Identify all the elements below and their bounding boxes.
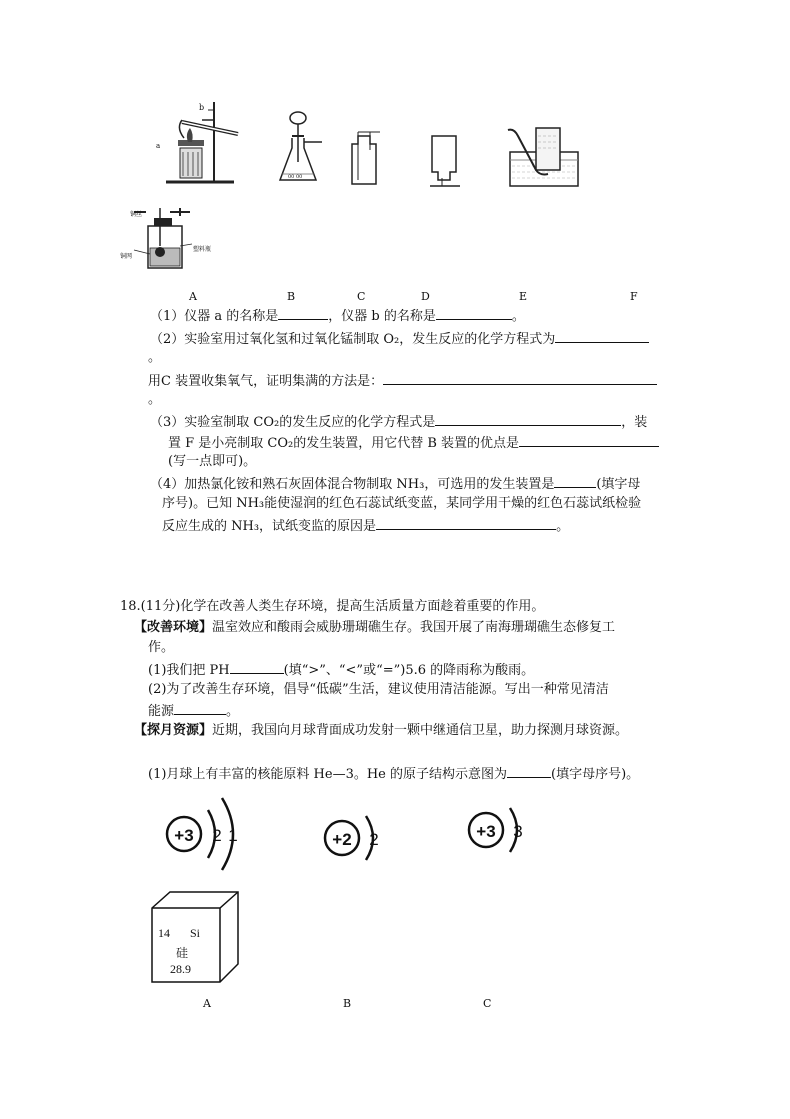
apparatus-f-label-bottle: 塑料瓶: [193, 246, 212, 253]
q17-line-2-end: 。: [148, 350, 162, 365]
q17-blank-full[interactable]: [383, 370, 657, 385]
apparatus-label-c: C: [357, 290, 366, 303]
cube-atomic-number: 14: [158, 926, 170, 940]
apparatus-f-label-copper-net: 铜网: [120, 253, 133, 260]
q18-p2-line-2: [148, 700, 239, 722]
q18-env-tag: 【改善环境】: [134, 620, 213, 635]
q18-env-text: 温室效应和酸雨会威胁珊瑚礁生存。我国开展了南海珊瑚礁生态修复工: [212, 620, 616, 635]
cube-name: 硅: [176, 946, 189, 960]
q17-line-9-text: 反应生成的 NH₃，试纸变监的原因是: [162, 519, 377, 534]
q17-line-9-end: 。: [556, 519, 570, 534]
q18-p2-b: 能源: [148, 704, 175, 719]
svg-text:00 00: 00 00: [288, 174, 303, 180]
q17-blank-reason[interactable]: [376, 515, 556, 530]
q17-blank-advantage[interactable]: [519, 432, 659, 447]
apparatus-a-mark: a: [156, 142, 161, 150]
q18-p1-text: (1)我们把 PH: [148, 663, 230, 678]
atom-c-nucleus: +3: [476, 822, 496, 841]
q17-line-8: 序号)。已知 NH₃能使湿润的红色石蕊试纸变蓝，某同学用干燥的红色石蕊试纸检验: [162, 496, 642, 511]
choice-label-b: B: [343, 997, 352, 1010]
q17-line-1-a: （1）仪器 a 的名称是: [150, 309, 279, 324]
q18-blank-structure[interactable]: [507, 763, 551, 778]
atom-b-shell-1: 2: [369, 830, 379, 849]
q17-line-2-text: （2）实验室用过氧化氢和过氧化锰制取 O₂，发生反应的化学方程式为: [150, 332, 556, 347]
q17-line-3: [148, 370, 657, 392]
q18-p3: [148, 763, 639, 785]
apparatus-label-e: E: [519, 290, 528, 303]
atom-a-shell-2: 1: [228, 826, 238, 845]
apparatus-e-figure: [506, 126, 582, 190]
apparatus-f-label-copper-wire: 铜丝: [130, 211, 143, 218]
q17-line-1-c: 。: [511, 309, 525, 324]
q17-line-2: [150, 328, 649, 350]
q17-blank-b[interactable]: [436, 305, 512, 320]
q17-line-7: [150, 473, 640, 495]
apparatus-b-figure: [278, 108, 324, 188]
cube-atomic-mass: 28.9: [170, 962, 191, 976]
q18-blank-energy[interactable]: [174, 700, 226, 715]
atom-a-nucleus: +3: [174, 826, 194, 845]
apparatus-c-figure: [346, 130, 382, 188]
q18-moon-tag: 【探月资源】: [134, 723, 213, 738]
choice-label-c: C: [483, 997, 492, 1010]
apparatus-b-mark: b: [199, 103, 205, 112]
atom-diagram-b: [318, 808, 388, 870]
q18-p2-c: 。: [226, 704, 240, 719]
q18-p3-b: (填字母序号)。: [551, 767, 640, 782]
apparatus-d-figure: [426, 132, 462, 190]
apparatus-label-d: D: [421, 290, 430, 303]
q17-blank-a[interactable]: [278, 305, 328, 320]
q17-blank-device[interactable]: [554, 473, 596, 488]
q18-env-line-2: 作。: [148, 640, 175, 655]
apparatus-label-f: F: [630, 290, 638, 303]
q17-line-4-b: ，装: [621, 415, 648, 430]
q18-env-line: [134, 618, 615, 638]
q17-line-1-b: ，仪器 b 的名称是: [328, 309, 436, 324]
cube-symbol: Si: [190, 926, 201, 940]
apparatus-label-a: A: [189, 290, 197, 303]
apparatus-label-b: B: [287, 290, 296, 303]
q17-line-7-text: （4）加热氯化铵和熟石灰固体混合物制取 NH₃，可选用的发生装置是: [150, 477, 555, 492]
q17-line-5-text: 置 F 是小亮制取 CO₂的发生装置，用它代替 B 装置的优点是: [168, 436, 520, 451]
q17-line-7-b: (填字母: [596, 477, 641, 492]
q17-line-9: [162, 515, 569, 537]
q18-p1-b: (填“>”、“<”或“=”)5.6 的降雨称为酸雨。: [283, 663, 535, 678]
q17-blank-eq2[interactable]: [435, 411, 621, 426]
q18-p2: (2)为了改善生存环境，倡导“低碳”生活，建议使用清洁能源。写出一种常见清洁: [148, 682, 609, 697]
q18-moon-line: [134, 721, 628, 741]
apparatus-a-figure: [152, 98, 242, 186]
q18-p1: [148, 659, 534, 681]
q17-blank-eq1[interactable]: [555, 328, 649, 343]
choice-label-a: A: [203, 997, 211, 1010]
q17-line-6: (写一点即可)。: [168, 454, 257, 469]
q17-line-4: [150, 411, 647, 433]
atom-diagram-c: [462, 800, 532, 862]
atom-c-shell-1: 3: [513, 822, 523, 841]
q17-line-3-end: 。: [148, 392, 162, 407]
atom-diagram-a: [160, 796, 250, 876]
q17-line-1: [150, 305, 525, 327]
q17-line-3-text: 用C 装置收集氧气，证明集满的方法是：: [148, 374, 384, 389]
apparatus-f-figure: [132, 206, 206, 272]
atom-b-nucleus: +2: [332, 830, 352, 849]
q17-line-4-text: （3）实验室制取 CO₂的发生反应的化学方程式是: [150, 415, 436, 430]
q18-heading: 18.(11分)化学在改善人类生存环境，提高生活质量方面趁着重要的作用。: [120, 599, 545, 614]
q18-blank-ph[interactable]: [230, 659, 284, 674]
q18-moon-text: 近期，我国向月球背面成功发射一颗中继通信卫星，助力探测月球资源。: [212, 723, 629, 738]
q18-p3-text: (1)月球上有丰富的核能原料 He—3。He 的原子结构示意图为: [148, 767, 508, 782]
atom-a-shell-1: 2: [212, 826, 222, 845]
q17-line-5: [168, 432, 659, 454]
